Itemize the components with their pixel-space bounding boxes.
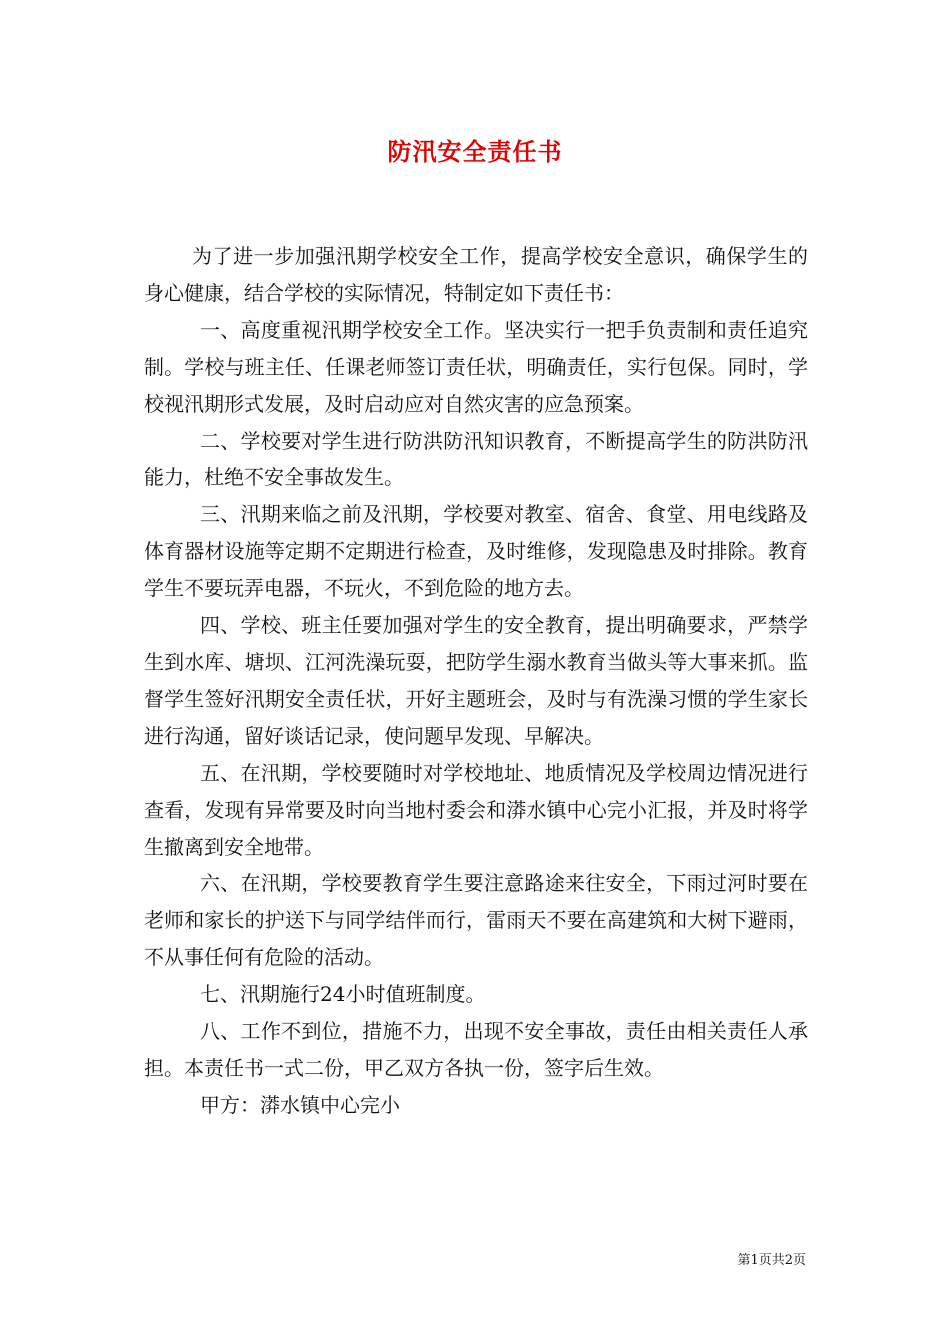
page-number: 第1页共2页	[737, 1253, 806, 1268]
intro-paragraph: 为了进一步加强汛期学校安全工作，提高学校安全意识，确保学生的身心健康，结合学校的实际情况，特制定如下责任书：	[144, 244, 808, 305]
clause-7-paragraph: 七、汛期施行24小时值班制度。	[200, 982, 486, 1007]
clause-5-paragraph: 五、在汛期，学校要随时对学校地址、地质情况及学校周边情况进行查看，发现有异常要及时向当地村委会和漭水镇中心完小汇报，并及时将学生撤离到安全地带。	[144, 760, 808, 859]
clause-1-paragraph: 一、高度重视汛期学校安全工作。坚决实行一把手负责制和责任追究制。学校与班主任、任课老师签订责任状，明确责任，实行包保。同时，学校视汛期形式发展，及时启动应对自然灾害的应急预案。	[144, 317, 808, 416]
clause-3-paragraph: 三、汛期来临之前及汛期，学校要对教室、宿舍、食堂、用电线路及体育器材设施等定期不定期进行检查，及时维修，发现隐患及时排除。教育学生不要玩弄电器，不玩火，不到危险的地方去。	[144, 502, 808, 601]
page-title: 防汛安全责任书	[387, 137, 563, 166]
party-a-signature-line: 甲方：漭水镇中心完小	[200, 1092, 400, 1117]
document-body	[144, 238, 808, 1124]
clause-8-paragraph: 八、工作不到位，措施不力，出现不安全事故，责任由相关责任人承担。本责任书一式二份，甲乙双方各执一份，签字后生效。	[144, 1019, 808, 1080]
clause-6-paragraph: 六、在汛期，学校要教育学生要注意路途来往安全，下雨过河时要在老师和家长的护送下与同学结伴而行，雷雨天不要在高建筑和大树下避雨，不从事任何有危险的活动。	[144, 871, 808, 970]
clause-2-paragraph: 二、学校要对学生进行防洪防汛知识教育，不断提高学生的防洪防汛能力，杜绝不安全事故发生。	[144, 428, 808, 490]
clause-4-paragraph: 四、学校、班主任要加强对学生的安全教育，提出明确要求，严禁学生到水库、塘坝、江河洗澡玩耍，把防学生溺水教育当做头等大事来抓。监督学生签好汛期安全责任状，开好主题班会，及时与有洗澡习惯的学生家长进行沟通，留好谈话记录，使问题早发现、早解决。	[144, 613, 808, 748]
